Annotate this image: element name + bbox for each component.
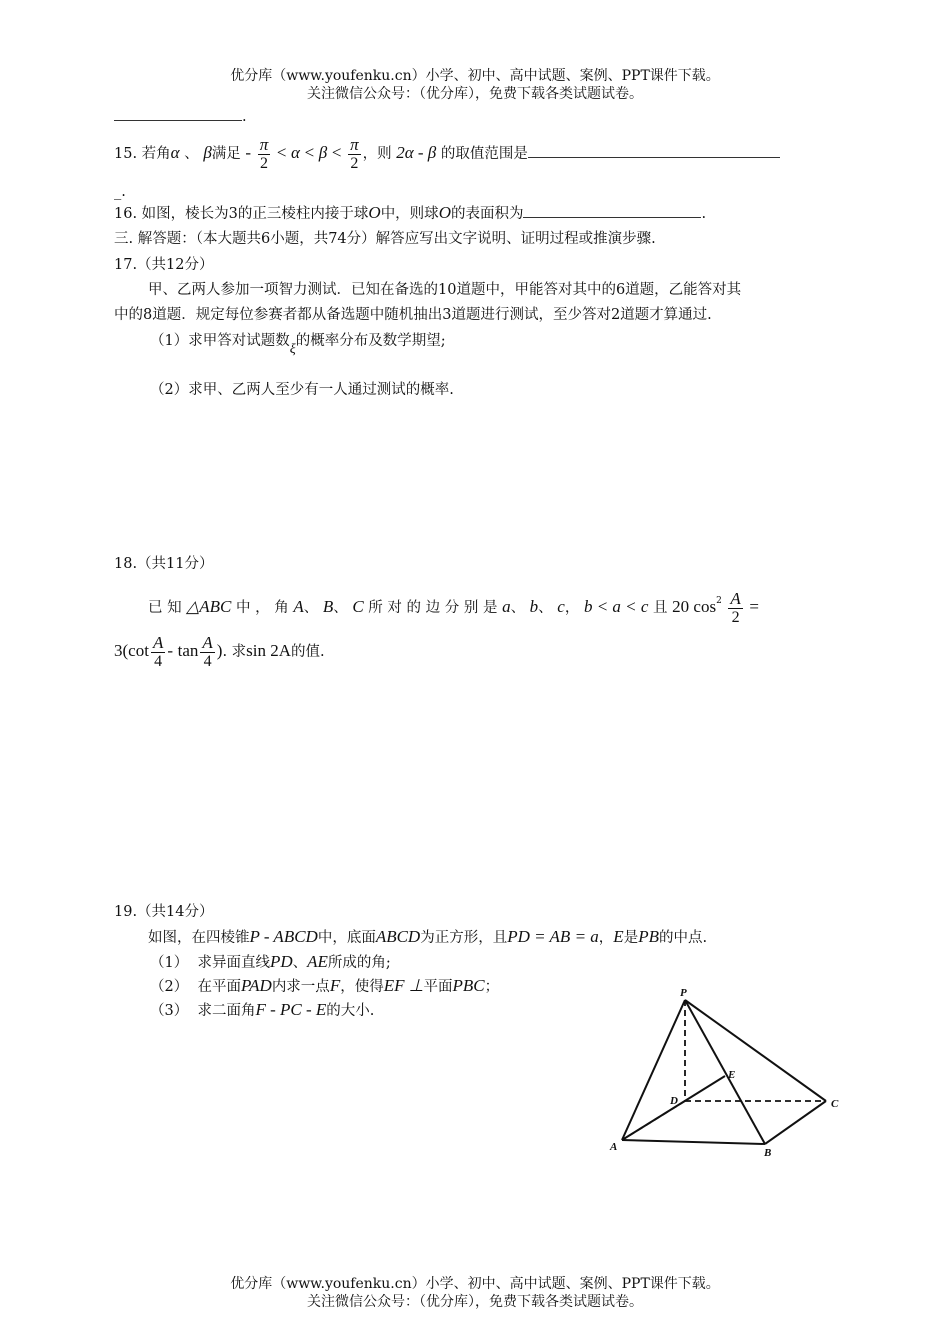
footer-line-1: 优分库（www.youfenku.cn）小学、初中、高中试题、案例、PPT课件下载。 xyxy=(230,1276,720,1292)
label-B: B xyxy=(764,1147,772,1159)
label-E: E xyxy=(728,1069,736,1081)
q17-part-1: （1）求甲答对试题数ξ的概率分布及数学期望; xyxy=(150,333,446,357)
q14-answer-blank: . xyxy=(114,106,247,127)
q18-line-2: 3(cot $\frac{A}{4}$ - tan $\frac{A}{4}$ ). 求sin 2A的值. xyxy=(114,632,325,670)
label-C: C xyxy=(831,1098,839,1110)
q17-line-2: 中的8道题．规定每位参赛者都从备选题中随机抽出3道题进行测试，至少答对2道题才算通过. xyxy=(114,307,712,323)
q18-heading: 18.（共11分） xyxy=(114,556,214,572)
q19-part-1: （1） 求异面直线PD、AE所成的角; xyxy=(150,952,391,971)
section-3-title: 三. 解答题：（本大题共6小题，共74分）解答应写出文字说明、证明过程或推演步骤. xyxy=(114,231,656,247)
q17-part-2: （2）求甲、乙两人至少有一人通过测试的概率. xyxy=(150,382,454,398)
q19-part-2: （2） 在平面PAD内求一点F，使得EF ⊥平面PBC； xyxy=(150,976,500,995)
edge-PC xyxy=(685,1000,826,1101)
pyramid-figure xyxy=(600,980,860,1180)
question-15: 15. 若角α 、 β满足 - $\frac{\pi}{2}$ < α < β < $\frac{\pi}{2}$ ，则 2α - β 的取值范围是 xyxy=(114,132,780,175)
fraction-pi-over-2: $\frac{\pi}{2}$ xyxy=(259,134,269,172)
q19-intro: 如图，在四棱锥P - ABCD中，底面ABCD为正方形，且PD = AB = a，E是PB的中点. xyxy=(148,927,708,946)
question-16: 16. 如图，棱长为3的正三棱柱内接于球O中，则球O的表面积为 . xyxy=(114,203,707,222)
q19-part-3: （3） 求二面角F - PC - E的大小. xyxy=(150,1000,375,1019)
footer-line-2: 关注微信公众号：（优分库），免费下载各类试题试卷。 xyxy=(307,1294,643,1310)
header-line-2: 关注微信公众号：（优分库），免费下载各类试题试卷。 xyxy=(307,86,643,102)
edge-PB xyxy=(685,1000,765,1144)
q19-heading: 19.（共14分） xyxy=(114,904,214,920)
label-D: D xyxy=(670,1095,678,1107)
label-A: A xyxy=(610,1141,618,1153)
edge-BC xyxy=(765,1101,826,1144)
q17-heading: 17.（共12分） xyxy=(114,257,214,273)
q17-line-1: 甲、乙两人参加一项智力测试．已知在备选的10道题中，甲能答对其中的6道题，乙能答对其 xyxy=(148,282,742,298)
header-line-1: 优分库（www.youfenku.cn）小学、初中、高中试题、案例、PPT课件下载。 xyxy=(230,68,720,84)
q18-line-1: 已 知 △ABC 中 ， 角 A、 B、 C 所 对 的 边 分 别 是 a、 b、 c， b < a < c 且 20 $\cos^2$ $\frac{A}{2}$ = xyxy=(148,588,760,626)
label-P: P xyxy=(680,987,687,999)
edge-AB xyxy=(622,1140,765,1144)
edge-PA xyxy=(622,1000,685,1140)
q15-tail: _. xyxy=(114,184,126,200)
